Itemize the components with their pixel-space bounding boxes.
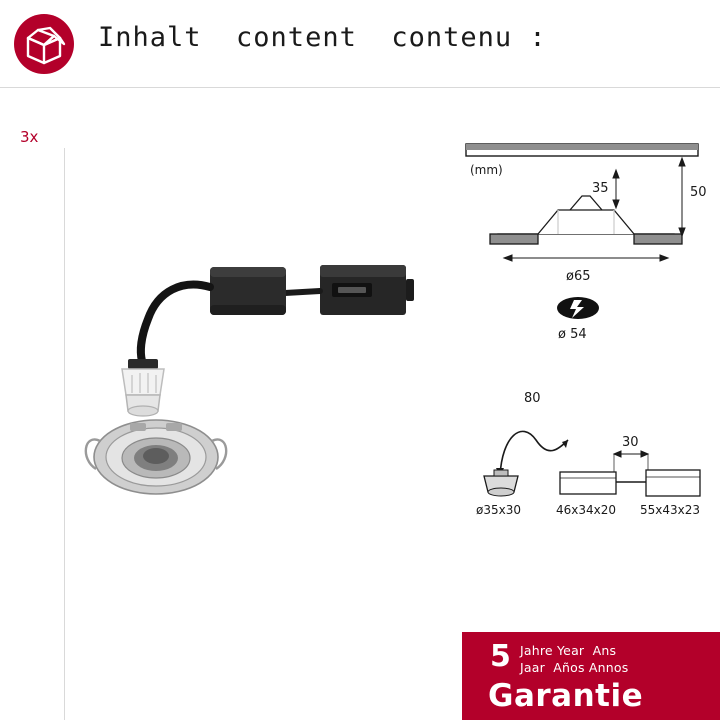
unit-label: (mm)	[470, 163, 503, 177]
column-divider	[64, 148, 65, 720]
guarantee-banner	[462, 632, 720, 720]
page-header	[0, 0, 720, 88]
guarantee-headline: Garantie	[488, 678, 644, 714]
dim-diameter-65-label: ø65	[566, 269, 591, 284]
connector-box-outline	[646, 470, 700, 496]
cable-segment	[285, 291, 320, 293]
guarantee-years: 5	[490, 639, 511, 674]
open-box-icon	[14, 14, 74, 74]
product-illustration	[70, 235, 445, 525]
guarantee-line-1: Jahre Year Ans	[520, 643, 617, 658]
dim-30-label: 30	[622, 435, 639, 450]
driver-box-outline	[560, 472, 616, 494]
lamp-module-outline	[484, 470, 518, 496]
driver-box-art	[210, 267, 286, 315]
quantity-label: 3x	[20, 128, 39, 146]
connector-box-art	[320, 265, 414, 315]
dim-80-label: 80	[524, 391, 541, 406]
recessed-spotlight-art	[86, 420, 226, 494]
guarantee-line-2: Jaar Años Annos	[520, 660, 629, 675]
dim-50-label: 50	[690, 185, 707, 200]
dim-driver-size-label: 46x34x20	[556, 503, 617, 517]
dim-lamp-size-label: ø35x30	[476, 503, 521, 517]
page-title: Inhalt content contenu :	[98, 22, 547, 53]
flexible-cable-art	[141, 285, 210, 361]
dim-connector-size-label: 55x43x23	[640, 503, 701, 517]
drill-hole-icon	[557, 297, 599, 319]
led-lamp-module-art	[122, 359, 164, 416]
installation-dimension-drawing	[462, 130, 710, 355]
dim-35-label: 35	[592, 181, 609, 196]
component-dimension-drawing	[462, 380, 710, 535]
header-divider	[0, 87, 720, 88]
dim-cutout-54-label: ø 54	[558, 327, 587, 342]
